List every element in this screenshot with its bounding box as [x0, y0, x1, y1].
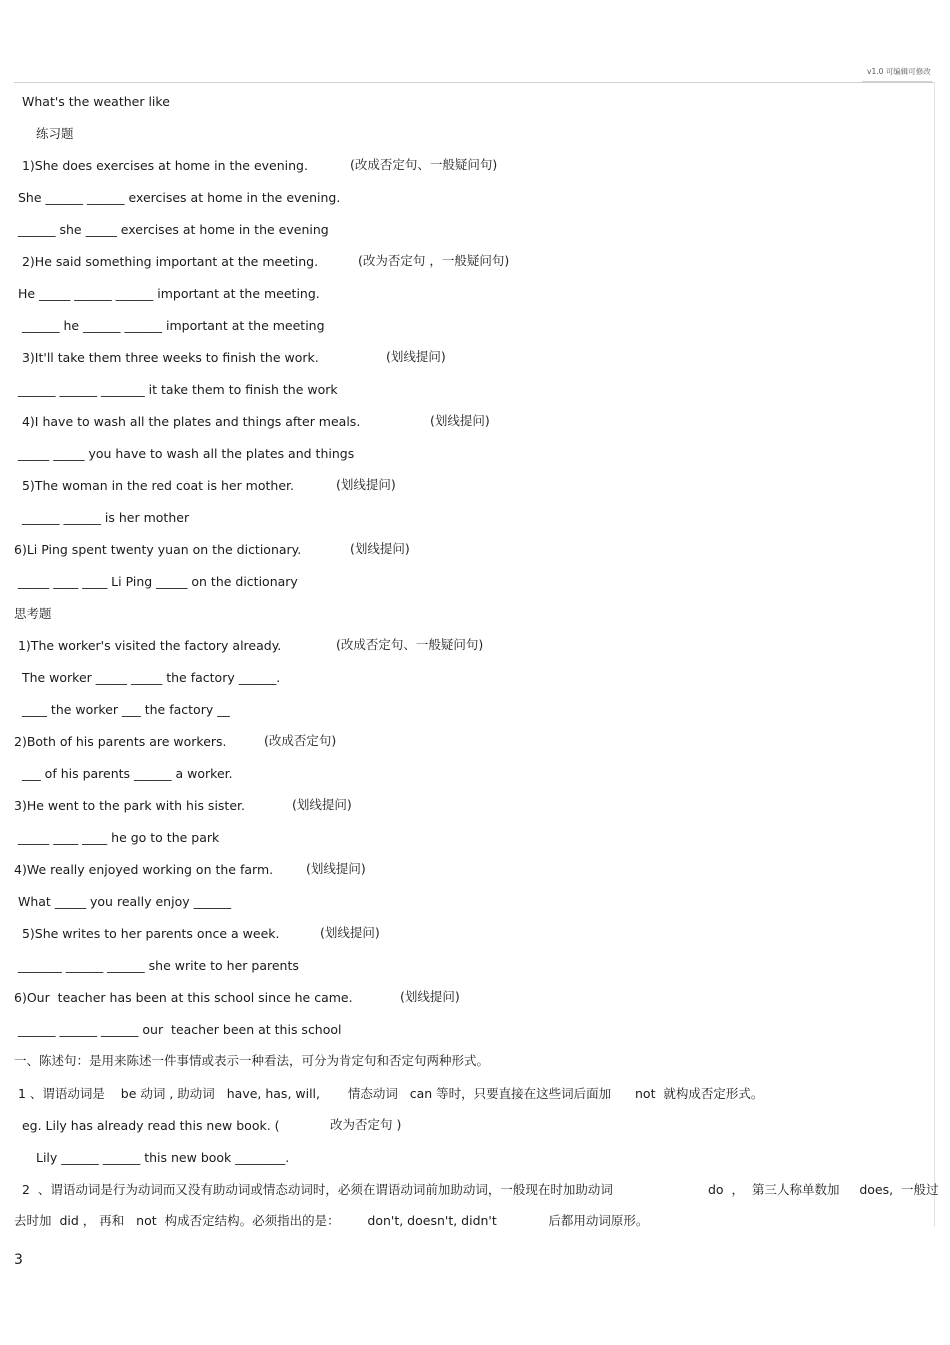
practice-question-3: 3)It'll take them three weeks to finish the work.: [18, 350, 319, 365]
practice-question-5: 5)The woman in the red coat is her mother.: [18, 478, 294, 493]
header-divider: [14, 82, 935, 83]
thinking-note-3: (划线提问): [292, 797, 352, 812]
thinking-question-6: 6)Our teacher has been at this school since he came.: [14, 990, 353, 1005]
practice-question-2: 2)He said something important at the meeting.: [18, 254, 319, 269]
thinking-answer-1b: ____ the worker ___ the factory __: [14, 702, 230, 717]
practice-answer-2b: ______ he ______ ______ important at the meeting: [18, 318, 325, 333]
practice-note-5: (划线提问): [336, 477, 396, 492]
thinking-note-6: (划线提问): [400, 989, 460, 1004]
practice-answer-1a: She ______ ______ exercises at home in the evening.: [18, 190, 341, 205]
grammar-rule-2-part-2: do ， 第三人称单数加 does, 一般过: [708, 1182, 939, 1197]
thinking-answer-4: What _____ you really enjoy ______: [14, 894, 232, 909]
practice-note-1: (改成否定句、一般疑问句): [350, 157, 498, 172]
thinking-question-4: 4)We really enjoyed working on the farm.: [14, 862, 274, 877]
grammar-example-sentence: eg. Lily has already read this new book. (: [14, 1118, 280, 1133]
practice-note-4: (划线提问): [430, 413, 490, 428]
grammar-heading: 一、陈述句：是用来陈述一件事情或表示一种看法，可分为肯定句和否定句两种形式。: [14, 1053, 490, 1068]
page-number: 3: [14, 1252, 23, 1268]
thinking-note-4: (划线提问): [306, 861, 366, 876]
thinking-answer-2: ___ of his parents ______ a worker.: [14, 766, 233, 781]
practice-answer-3: ______ ______ _______ it take them to finish the work: [18, 382, 338, 397]
practice-note-3: (划线提问): [386, 349, 446, 364]
practice-answer-1b: ______ she _____ exercises at home in the evening: [18, 222, 329, 237]
thinking-question-1: 1)The worker's visited the factory already.: [14, 638, 282, 653]
practice-answer-2a: He _____ ______ ______ important at the meeting.: [18, 286, 320, 301]
thinking-note-2: (改成否定句): [264, 733, 337, 748]
thinking-answer-6: ______ ______ ______ our teacher been at this school: [14, 1022, 342, 1037]
grammar-rule-2-part-3: 去时加 did ， 再和 not 构成否定结构。必须指出的是： don't, doesn't, didn't 后都用动词原形。: [14, 1213, 649, 1228]
document-title: What's the weather like: [22, 94, 170, 109]
version-note: v1.0 可编辑可修改: [867, 67, 931, 76]
grammar-rule-2-part-1: 2 、谓语动词是行为动词而又没有助动词或情态动词时，必须在谓语动词前加助动词，一般现在时加助动词: [14, 1182, 613, 1197]
thinking-answer-5: _______ ______ ______ she write to her parents: [14, 958, 299, 973]
practice-note-6: (划线提问): [350, 541, 410, 556]
thinking-note-5: (划线提问): [320, 925, 380, 940]
thinking-question-3: 3)He went to the park with his sister.: [14, 798, 245, 813]
thinking-note-1: (改成否定句、一般疑问句): [336, 637, 484, 652]
practice-answer-4: _____ _____ you have to wash all the plates and things: [18, 446, 355, 461]
practice-answer-6: _____ ____ ____ Li Ping _____ on the dictionary: [18, 574, 298, 589]
thinking-answer-3: _____ ____ ____ he go to the park: [14, 830, 220, 845]
grammar-example-answer: Lily ______ ______ this new book ________.: [36, 1150, 290, 1165]
thinking-question-2: 2)Both of his parents are workers.: [14, 734, 227, 749]
practice-question-4: 4)I have to wash all the plates and things after meals.: [18, 414, 361, 429]
thinking-heading: 思考题: [14, 606, 52, 621]
practice-question-1: 1)She does exercises at home in the evening.: [18, 158, 308, 173]
grammar-rule-1: 1 、谓语动词是 be 动词 , 助动词 have, has, will, 情态动词 can 等时，只要直接在这些词后面加 not 就构成否定形式。: [14, 1086, 764, 1101]
practice-heading: 练习题: [36, 126, 74, 141]
practice-note-2: (改为否定句 ，一般疑问句): [358, 253, 510, 268]
thinking-question-5: 5)She writes to her parents once a week.: [14, 926, 280, 941]
practice-question-6: 6)Li Ping spent twenty yuan on the dictionary.: [14, 542, 302, 557]
practice-answer-5: ______ ______ is her mother: [18, 510, 190, 525]
right-border: [934, 82, 935, 1227]
thinking-answer-1a: The worker _____ _____ the factory ______.: [14, 670, 281, 685]
grammar-example-note: 改为否定句 ): [330, 1117, 402, 1132]
